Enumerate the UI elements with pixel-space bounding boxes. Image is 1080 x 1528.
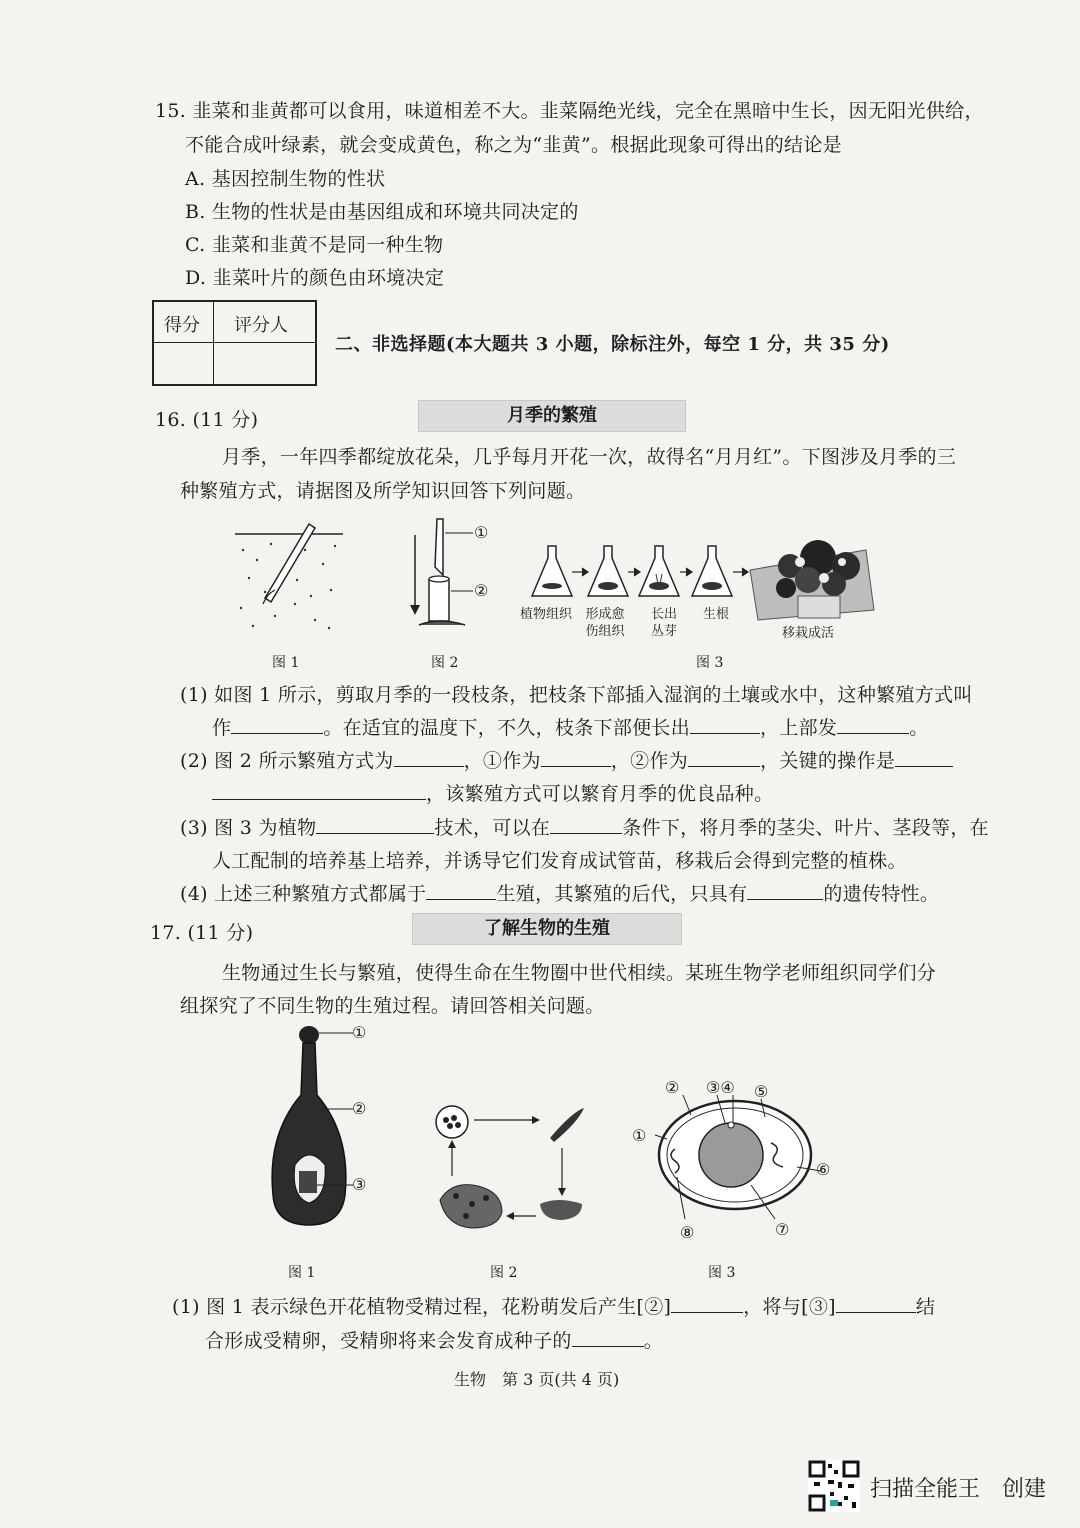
q17-caption-fig3: 图 3 bbox=[708, 1265, 736, 1281]
q17-fig3-label-6: ⑥ bbox=[816, 1160, 831, 1179]
q16-figure-2-grafting bbox=[405, 515, 485, 635]
q17-fig3-label-8: ⑧ bbox=[680, 1223, 695, 1242]
q17-sub1-line1: (1) 图 1 表示绿色开花植物受精过程，花粉萌发后产生[②] ，将与[③] 结 bbox=[172, 1296, 936, 1318]
q17-sub1-line2: 合形成受精卵，受精卵将来会发育成种子的 。 bbox=[205, 1330, 664, 1352]
q16-sub3-line2: 人工配制的培养基上培养，并诱导它们发育成试管苗，移栽后会得到完整的植株。 bbox=[212, 850, 907, 872]
q16-fig3-step-3b: 丛芽 bbox=[650, 624, 677, 639]
grader-label: 评分人 bbox=[234, 315, 288, 336]
q17-fig1-label-3: ③ bbox=[352, 1175, 367, 1194]
q16-sub1-line2: 作 。在适宜的温度下，不久，枝条下部便长出 ，上部发 。 bbox=[212, 717, 929, 739]
q15-option-c: C. 韭菜和韭黄不是同一种生物 bbox=[185, 234, 444, 256]
q15-stem-line1: 15. 韭菜和韭黄都可以食用，味道相差不大。韭菜隔绝光线，完全在黑暗中生长，因无阳光供给， bbox=[155, 100, 984, 122]
q17-caption-fig2: 图 2 bbox=[490, 1265, 518, 1281]
q16-number: 16. (11 分) bbox=[155, 409, 259, 431]
q17-fig3-label-7: ⑦ bbox=[775, 1220, 790, 1239]
answer-blank[interactable] bbox=[690, 715, 760, 734]
answer-blank[interactable] bbox=[316, 815, 434, 834]
q16-sub2-line2: ，该繁殖方式可以繁育月季的优良品种。 bbox=[212, 779, 773, 806]
q17-fig1-label-2: ② bbox=[352, 1099, 367, 1118]
q16-fig2-label-2: ② bbox=[474, 581, 489, 600]
answer-blank[interactable] bbox=[688, 748, 760, 767]
q16-fig3-step-5: 移栽成活 bbox=[781, 626, 834, 641]
answer-blank[interactable] bbox=[572, 1328, 644, 1347]
section-2-title: 二、非选择题(本大题共 3 小题，除标注外，每空 1 分，共 35 分) bbox=[335, 334, 890, 355]
q16-fig2-label-1: ① bbox=[474, 523, 489, 542]
q16-banner: 月季的繁殖 bbox=[418, 400, 686, 432]
answer-blank[interactable] bbox=[550, 815, 622, 834]
answer-blank[interactable] bbox=[895, 748, 953, 767]
q17-figure-2-frog-cycle bbox=[432, 1100, 602, 1240]
q17-fig3-label-5: ⑤ bbox=[754, 1082, 769, 1101]
answer-blank[interactable] bbox=[426, 881, 496, 900]
answer-blank[interactable] bbox=[394, 748, 464, 767]
q16-intro-line2: 种繁殖方式，请据图及所学知识回答下列问题。 bbox=[180, 480, 586, 502]
q17-figure-1-fertilization bbox=[265, 1025, 375, 1235]
answer-blank[interactable] bbox=[231, 715, 323, 734]
q17-caption-fig1: 图 1 bbox=[288, 1265, 316, 1281]
q17-banner: 了解生物的生殖 bbox=[412, 913, 682, 945]
q16-fig3-step-2a: 形成愈 bbox=[585, 607, 625, 622]
answer-blank[interactable] bbox=[836, 1294, 916, 1313]
q16-fig3-step-2b: 伤组织 bbox=[585, 624, 625, 639]
q17-fig1-label-1: ① bbox=[352, 1023, 367, 1042]
q16-sub2-line1: (2) 图 2 所示繁殖方式为 ，①作为 ，②作为 ，关键的操作是 bbox=[180, 746, 953, 773]
score-label: 得分 bbox=[164, 315, 200, 336]
q16-figure-1-cutting bbox=[235, 520, 345, 635]
q17-figure-3-egg-structure bbox=[655, 1095, 815, 1215]
answer-blank[interactable] bbox=[212, 781, 426, 800]
q17-fig3-label-2: ② bbox=[665, 1078, 680, 1097]
scanner-watermark-text: 扫描全能王 创建 bbox=[870, 1477, 1047, 1502]
q16-caption-fig2: 图 2 bbox=[431, 655, 459, 671]
q16-intro-line1: 月季，一年四季都绽放花朵，几乎每月开花一次，故得名“月月红”。下图涉及月季的三 bbox=[222, 446, 957, 468]
answer-blank[interactable] bbox=[671, 1294, 743, 1313]
q16-caption-fig1: 图 1 bbox=[272, 655, 300, 671]
q15-stem-line2: 不能合成叶绿素，就会变成黄色，称之为“韭黄”。根据此现象可得出的结论是 bbox=[185, 134, 842, 156]
q16-fig3-step-1: 植物组织 bbox=[519, 607, 572, 622]
q16-sub3-line1: (3) 图 3 为植物 技术，可以在 条件下，将月季的茎尖、叶片、茎段等，在 bbox=[180, 817, 989, 839]
answer-blank[interactable] bbox=[747, 881, 823, 900]
answer-blank[interactable] bbox=[837, 715, 909, 734]
q17-fig3-label-34: ③④ bbox=[706, 1078, 735, 1097]
q15-option-a: A. 基因控制生物的性状 bbox=[185, 168, 386, 190]
q17-intro-line1: 生物通过生长与繁殖，使得生命在生物圈中世代相续。某班生物学老师组织同学们分 bbox=[222, 962, 937, 984]
q17-number: 17. (11 分) bbox=[150, 922, 254, 944]
page-footer: 生物 第 3 页(共 4 页) bbox=[454, 1370, 620, 1389]
q17-fig3-label-1: ① bbox=[632, 1126, 647, 1145]
answer-blank[interactable] bbox=[541, 748, 611, 767]
q16-sub1-line1: (1) 如图 1 所示，剪取月季的一段枝条，把枝条下部插入湿润的土壤或水中，这种繁殖方式叫 bbox=[180, 684, 973, 706]
q16-caption-fig3: 图 3 bbox=[696, 655, 724, 671]
qr-code-icon bbox=[808, 1460, 860, 1512]
q17-intro-line2: 组探究了不同生物的生殖过程。请回答相关问题。 bbox=[180, 995, 605, 1017]
q15-option-b: B. 生物的性状是由基因组成和环境共同决定的 bbox=[185, 201, 579, 223]
q15-option-d: D. 韭菜叶片的颜色由环境决定 bbox=[185, 267, 445, 289]
q16-fig3-step-3a: 长出 bbox=[650, 607, 677, 622]
q16-fig3-step-4: 生根 bbox=[702, 607, 729, 622]
score-table bbox=[152, 300, 317, 386]
q16-sub4: (4) 上述三种繁殖方式都属于 生殖，其繁殖的后代，只具有 的遗传特性。 bbox=[180, 883, 940, 905]
